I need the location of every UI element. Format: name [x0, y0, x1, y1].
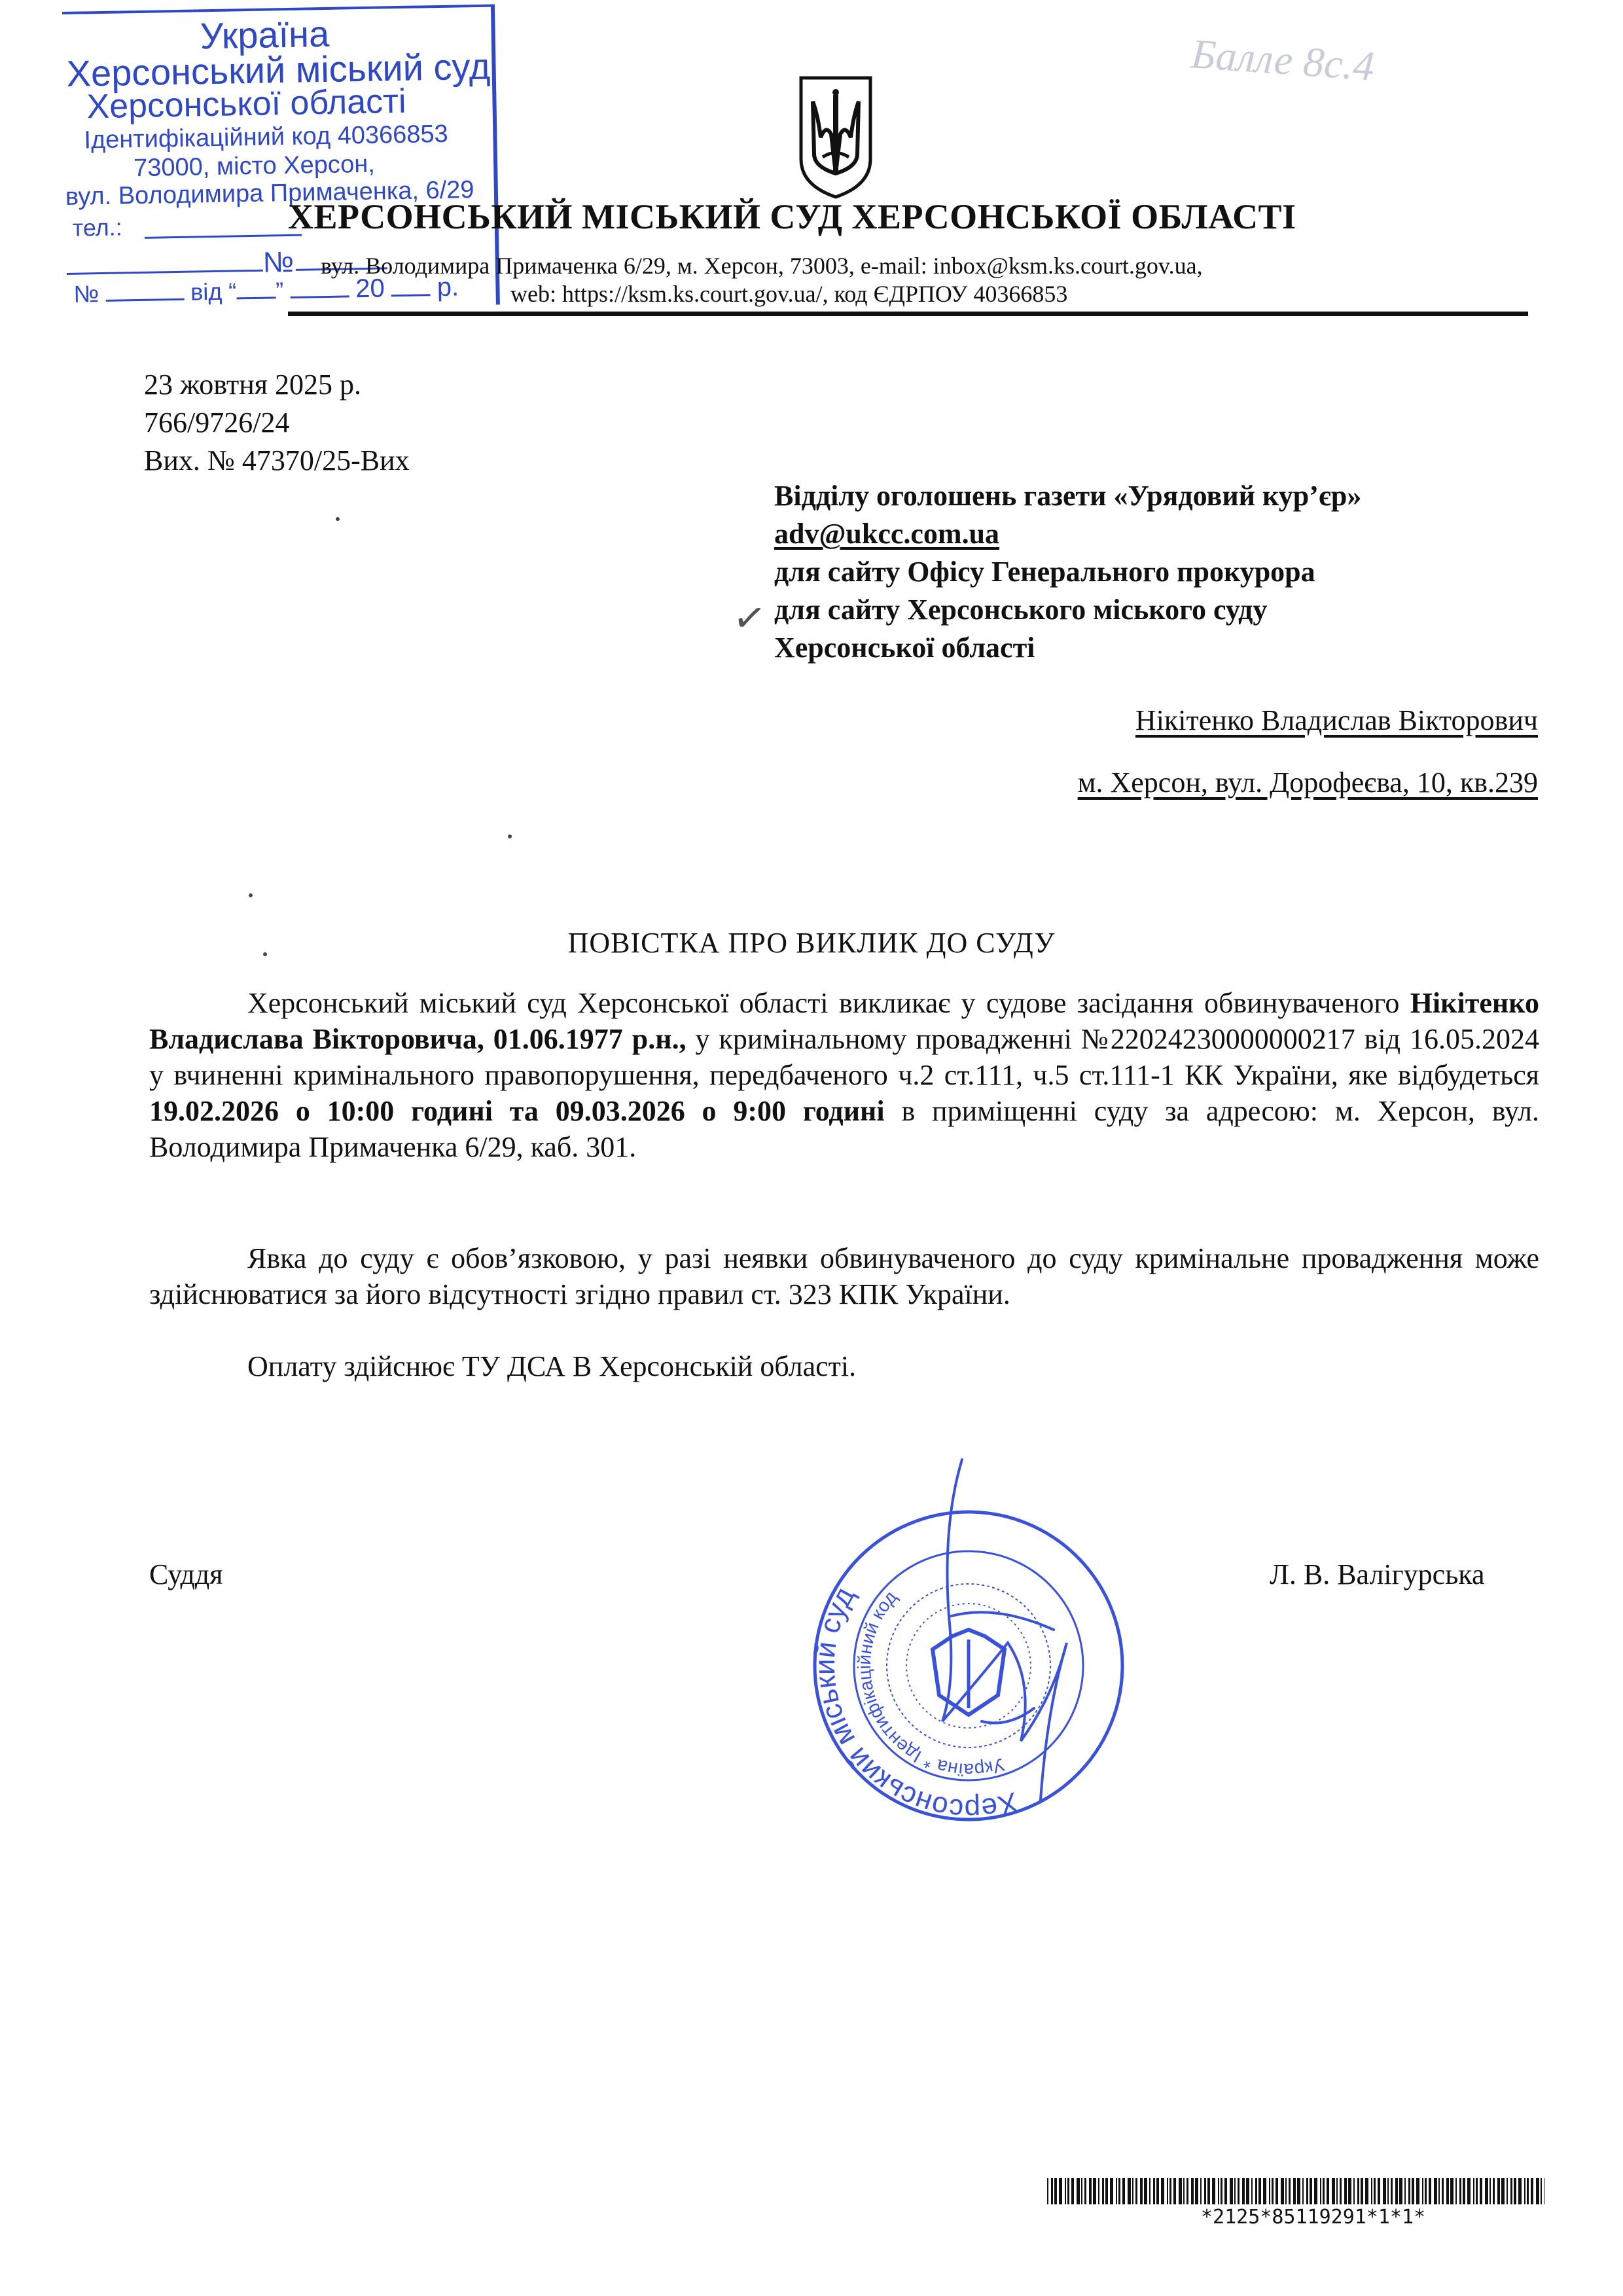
barcode-bar: [1297, 2178, 1300, 2204]
recipient-prosecutor: для сайту Офісу Генерального прокурора: [774, 556, 1315, 588]
barcode-bar: [1514, 2178, 1516, 2204]
addressee-address: м. Херсон, вул. Дорофеєва, 10, кв.239: [1077, 766, 1538, 798]
barcode-bar: [1169, 2178, 1171, 2204]
barcode-bar: [1221, 2178, 1222, 2204]
barcode-bar: [1507, 2178, 1508, 2204]
barcode-bar: [1489, 2178, 1491, 2204]
barcode-bar: [1383, 2178, 1386, 2204]
trident-emblem-icon: [793, 75, 878, 200]
barcode-bar: [1387, 2178, 1389, 2204]
barcode-bar: [1395, 2178, 1398, 2204]
recipient-court-site: для сайту Херсонського міського суду: [774, 594, 1268, 626]
barcode-bar: [1230, 2178, 1233, 2204]
stamp-reg-line: № від “ ” 20 р.: [73, 272, 459, 308]
barcode-bar: [1399, 2178, 1402, 2204]
signatory-name: Л. В. Валігурська: [1270, 1558, 1485, 1590]
barcode-bar: [1081, 2178, 1082, 2204]
barcode-bar: [1493, 2178, 1495, 2204]
barcode-bar: [1450, 2178, 1454, 2204]
stamp-street: вул. Володимира Примаченка, 6/29: [65, 176, 474, 211]
checkmark-icon: ✓: [730, 594, 769, 643]
barcode-bar: [1536, 2178, 1539, 2204]
recipient-region: Херсонської області: [774, 632, 1035, 664]
summons-paragraph: [149, 985, 1539, 1165]
barcode-bar: [1118, 2178, 1120, 2204]
handwritten-note: Балле 8с.4: [1189, 30, 1376, 90]
barcode-bar: [1541, 2178, 1542, 2204]
document-barcode: [1047, 2178, 1544, 2204]
barcode-bar: [1105, 2178, 1108, 2204]
stamp-id-code: Ідентифікаційний код 40366853: [84, 120, 449, 154]
barcode-bar: [1065, 2178, 1066, 2204]
barcode-bar: [1524, 2178, 1525, 2204]
barcode-bar: [1404, 2178, 1406, 2204]
barcode-bar: [1246, 2178, 1249, 2204]
barcode-bar: [1480, 2178, 1482, 2204]
barcode-bar: [1207, 2178, 1210, 2204]
barcode-bar: [1289, 2178, 1291, 2204]
barcode-bar: [1234, 2178, 1236, 2204]
speck: [249, 893, 253, 897]
barcode-bar: [1054, 2178, 1057, 2204]
addressee-name: Нікітенко Владислав Вікторович: [1135, 704, 1538, 736]
stamp-city: 73000, місто Херсон,: [133, 150, 376, 183]
barcode-bar: [1357, 2178, 1359, 2204]
barcode-bar: [1365, 2178, 1368, 2204]
stamp-region: Херсонської області: [86, 82, 406, 126]
stamp-number-label: №: [262, 245, 294, 279]
court-name: ХЕРСОНСЬКИЙ МІСЬКИЙ СУД ХЕРСОНСЬКОЇ ОБЛАСТІ: [288, 197, 1296, 236]
barcode-bar: [1497, 2178, 1500, 2204]
barcode-bar: [1281, 2178, 1284, 2204]
barcode-text: *2125*85119291*1*1*: [1201, 2206, 1426, 2229]
barcode-bar: [1132, 2178, 1133, 2204]
recipient-email[interactable]: adv@ukcc.com.ua: [774, 518, 1000, 550]
stamp-year: 20: [355, 274, 385, 304]
barcode-bar: [1212, 2178, 1215, 2204]
document-date: 23 жовтня 2025 р.: [144, 368, 361, 401]
barcode-bar: [1071, 2178, 1074, 2204]
barcode-bar: [1255, 2178, 1257, 2204]
barcode-bar: [1408, 2178, 1410, 2204]
barcode-bar: [1310, 2178, 1312, 2204]
barcode-bar: [1173, 2178, 1176, 2204]
barcode-bar: [1374, 2178, 1376, 2204]
barcode-bar: [1302, 2178, 1304, 2204]
barcode-bar: [1122, 2178, 1125, 2204]
outgoing-number: Вих. № 47370/25-Вих: [144, 444, 410, 476]
summons-text-a: Херсонський міський суд Херсонської області викликає у судове засідання обвинуваченого: [247, 987, 1410, 1019]
barcode-bar: [1224, 2178, 1227, 2204]
case-number: 766/9726/24: [144, 406, 290, 439]
barcode-bar: [1275, 2178, 1278, 2204]
barcode-bar: [1204, 2178, 1206, 2204]
seal-inner-text: Україна * Ідентифікаційний код: [853, 1587, 1007, 1781]
barcode-bar: [1518, 2178, 1522, 2204]
barcode-bar: [1459, 2178, 1461, 2204]
barcode-bar: [1098, 2178, 1099, 2204]
attendance-paragraph: [149, 1240, 1539, 1312]
barcode-bar: [1485, 2178, 1488, 2204]
barcode-bar: [1467, 2178, 1471, 2204]
barcode-bar: [1476, 2178, 1478, 2204]
barcode-bar: [1144, 2178, 1147, 2204]
barcode-bar: [1269, 2178, 1270, 2204]
barcode-bar: [1200, 2178, 1202, 2204]
stamp-year-suffix: р.: [437, 272, 459, 302]
barcode-bar: [1361, 2178, 1363, 2204]
barcode-bar: [1135, 2178, 1137, 2204]
barcode-bar: [1527, 2178, 1529, 2204]
barcode-bar: [1463, 2178, 1465, 2204]
barcode-bar: [1161, 2178, 1164, 2204]
signatory-role: Суддя: [149, 1558, 223, 1590]
barcode-bar: [1510, 2178, 1512, 2204]
barcode-bar: [1186, 2178, 1188, 2204]
barcode-bar: [1501, 2178, 1505, 2204]
barcode-bar: [1320, 2178, 1321, 2204]
stamp-court-name: Херсонський міський суд: [66, 45, 491, 94]
barcode-bar: [1051, 2178, 1053, 2204]
barcode-bar: [1446, 2178, 1449, 2204]
barcode-bar: [1183, 2178, 1185, 2204]
stamp-country: Україна: [200, 12, 330, 57]
barcode-bar: [1059, 2178, 1062, 2204]
barcode-bar: [1438, 2178, 1440, 2204]
barcode-bar: [1167, 2178, 1168, 2204]
barcode-bar: [1089, 2178, 1092, 2204]
barcode-bar: [1238, 2178, 1240, 2204]
barcode-bar: [1429, 2178, 1431, 2204]
barcode-bar: [1344, 2178, 1347, 2204]
barcode-bar: [1153, 2178, 1155, 2204]
barcode-bar: [1455, 2178, 1457, 2204]
barcode-bar: [1179, 2178, 1182, 2204]
court-address: вул. Володимира Примаченка 6/29, м. Херсон, 73003, e-mail: inbox@ksm.ks.court.gov.ua,: [321, 253, 1203, 279]
barcode-bar: [1336, 2178, 1338, 2204]
judge-signature: [903, 1446, 1099, 1813]
barcode-bar: [1258, 2178, 1261, 2204]
payment-paragraph: [149, 1348, 1539, 1384]
barcode-bar: [1473, 2178, 1474, 2204]
barcode-bar: [1314, 2178, 1317, 2204]
barcode-bar: [1425, 2178, 1427, 2204]
barcode-bar: [1412, 2178, 1414, 2204]
stamp-reg-prefix: №: [73, 280, 99, 308]
barcode-bar: [1531, 2178, 1533, 2204]
barcode-bar: [1218, 2178, 1219, 2204]
barcode-bar: [1102, 2178, 1104, 2204]
barcode-bar: [1116, 2178, 1117, 2204]
barcode-bar: [1077, 2178, 1080, 2204]
barcode-bar: [1371, 2178, 1372, 2204]
barcode-bar: [1323, 2178, 1325, 2204]
barcode-bar: [1191, 2178, 1194, 2204]
attendance-text: Явка до суду є обов’язковою, у разі неявки обвинуваченого до суду кримінальне провадження може здійснюватися за його відсутності згідно правил ст. 323 КПК України.: [149, 1242, 1539, 1310]
barcode-bar: [1084, 2178, 1086, 2204]
barcode-bar: [1110, 2178, 1113, 2204]
barcode-bar: [1272, 2178, 1274, 2204]
recipient-newspaper: Відділу оголошень газети «Урядовий кур’єр»: [774, 480, 1362, 512]
barcode-bar: [1242, 2178, 1245, 2204]
barcode-bar: [1195, 2178, 1198, 2204]
stamp-date-label: від: [190, 278, 223, 306]
barcode-bar: [1263, 2178, 1266, 2204]
barcode-bar: [1327, 2178, 1329, 2204]
speck: [336, 517, 340, 521]
document-title: ПОВІСТКА ПРО ВИКЛИК ДО СУДУ: [567, 927, 1056, 959]
barcode-bar: [1156, 2178, 1159, 2204]
payment-text: Оплату здійснює ТУ ДСА В Херсонській області.: [247, 1350, 857, 1382]
barcode-bar: [1348, 2178, 1351, 2204]
barcode-bar: [1285, 2178, 1287, 2204]
court-web: web: https://ksm.ks.court.gov.ua/, код ЄДРПОУ 40366853: [510, 281, 1068, 307]
barcode-bar: [1353, 2178, 1355, 2204]
summons-text-b: у кримінальному провадженні №22024230000000217 від 16.05.2024 у вчиненні кримінального правопорушення, передбаченого ч.2 ст.111, ч.5 ст.111-1 КК України, яке відбудеться: [149, 1023, 1539, 1091]
speck: [508, 834, 512, 838]
barcode-bar: [1047, 2178, 1048, 2204]
barcode-bar: [1140, 2178, 1143, 2204]
seal-outer-text: Херсонський міський суд: [808, 1581, 1022, 1826]
barcode-bar: [1306, 2178, 1308, 2204]
barcode-bar: [1434, 2178, 1437, 2204]
barcode-bar: [1391, 2178, 1393, 2204]
barcode-bar: [1340, 2178, 1342, 2204]
barcode-bar: [1422, 2178, 1423, 2204]
barcode-bar: [1416, 2178, 1419, 2204]
barcode-bar: [1442, 2178, 1444, 2204]
barcode-bar: [1093, 2178, 1096, 2204]
hearing-dates: 19.02.2026 о 10:00 годині та 09.03.2026 о 9:00 годині: [149, 1095, 885, 1127]
summons-text-c: в приміщенні суду за адресою: м. Херсон, вул. Володимира Примаченка 6/29, каб. 301.: [149, 1095, 1540, 1163]
barcode-bar: [1067, 2178, 1069, 2204]
barcode-bar: [1128, 2178, 1131, 2204]
barcode-bar: [1332, 2178, 1335, 2204]
barcode-bar: [1293, 2178, 1296, 2204]
barcode-bar: [1378, 2178, 1380, 2204]
barcode-bar: [1251, 2178, 1253, 2204]
barcode-bar: [1149, 2178, 1150, 2204]
defendant-name: Нікітенко Владислава Вікторовича, 01.06.1977 р.н.,: [149, 987, 1539, 1055]
header-divider: [288, 312, 1528, 316]
stamp-phone-label: тел.:: [72, 213, 123, 242]
